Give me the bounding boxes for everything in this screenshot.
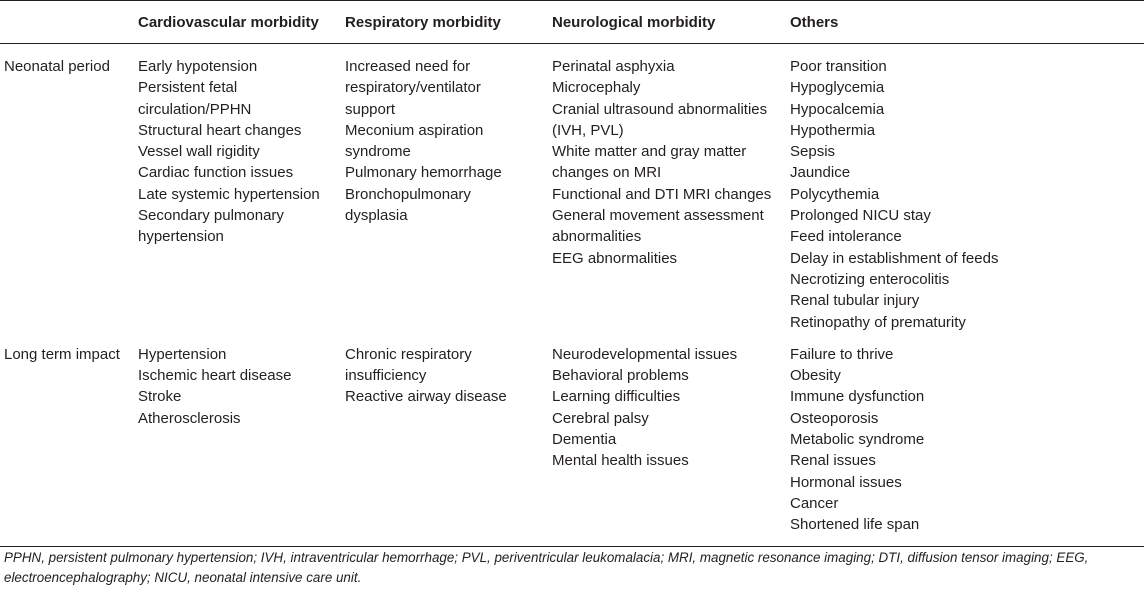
list-item: Hypertension [138,345,227,363]
list-item: Renal tubular injury [790,292,920,310]
list-item: Necrotizing enterocolitis [790,270,950,288]
list-item: Prolonged NICU stay [790,207,931,225]
list-item: Stroke [138,388,182,406]
cell-neonatal-neurological [552,44,790,340]
list-item: Shortened life span [790,516,920,534]
list-item: Functional and DTI MRI changes [552,185,772,203]
list-longterm-others [790,344,1144,536]
list-item: Learning difficulties [552,388,681,406]
list-item: Perinatal asphyxia [552,58,675,75]
list-item: circulation/PPHN [138,100,252,118]
list-item: Poor transition [790,58,887,75]
list-item: Jaundice [790,164,851,182]
list-item: Late systemic hypertension [138,185,320,203]
list-item: Obesity [790,367,841,385]
list-item: (IVH, PVL) [552,121,624,139]
table-row-long-term-impact [0,340,1144,546]
list-item: Feed intolerance [790,228,902,246]
list-item: Hypocalcemia [790,100,885,118]
list-item: Immune dysfunction [790,388,925,406]
table-header [0,1,1144,44]
row-label-neonatal-period: Neonatal period [4,58,110,75]
header-cell-empty [0,1,138,44]
list-item: Hypothermia [790,121,876,139]
header-respiratory: Respiratory morbidity [345,1,552,44]
header-cardiovascular: Cardiovascular morbidity [138,1,345,44]
list-item: Bronchopulmonary [345,185,471,203]
table-body [0,44,1144,547]
list-neonatal-neurological [552,56,790,269]
table-footnote: PPHN, persistent pulmonary hypertension; IVH, intraventricular hemorrhage; PVL, periventricular leukomalacia; MRI, magnetic resonance imaging; DTI, diffusion tensor imaging; EEG, electroencephalography; NICU, neonatal intensive care unit. [4,550,1089,585]
list-item: syndrome [345,143,411,161]
list-item: insufficiency [345,367,427,385]
list-item: Sepsis [790,143,836,161]
list-item: support [345,100,396,118]
list-item: Polycythemia [790,185,880,203]
list-item: Chronic respiratory [345,345,472,363]
list-longterm-neurological [552,344,790,472]
list-item: Failure to thrive [790,345,894,363]
list-item: White matter and gray matter [552,143,747,161]
list-item: Early hypotension [138,58,258,75]
list-item: Neurodevelopmental issues [552,345,738,363]
list-item: Retinopathy of prematurity [790,313,966,331]
cell-longterm-cardiovascular [138,340,345,546]
list-item: Metabolic syndrome [790,431,925,449]
list-item: Structural heart changes [138,121,302,139]
list-item: Hormonal issues [790,473,902,491]
list-item: Hypoglycemia [790,79,885,97]
list-item: Osteoporosis [790,409,879,427]
list-item: Cardiac function issues [138,164,294,182]
list-item: respiratory/ventilator [345,79,481,97]
list-item: Atherosclerosis [138,409,241,427]
header-row [0,1,1144,44]
cell-longterm-others [790,340,1144,546]
list-neonatal-others [790,56,1144,333]
cell-longterm-respiratory [345,340,552,546]
list-item: Microcephaly [552,79,641,97]
list-longterm-cardiovascular [138,344,345,429]
cell-neonatal-others [790,44,1144,340]
list-item: Vessel wall rigidity [138,143,260,161]
list-item: Dementia [552,431,617,449]
list-item: General movement assessment [552,207,764,225]
list-item: Secondary pulmonary [138,207,284,225]
header-others: Others [790,1,1144,44]
cell-neonatal-cardiovascular [138,44,345,340]
table-row-neonatal-period [0,44,1144,340]
list-item: Cancer [790,494,839,512]
list-neonatal-respiratory [345,56,552,226]
cell-neonatal-respiratory [345,44,552,340]
list-item: changes on MRI [552,164,662,182]
row-label-long-term-impact: Long term impact [0,340,138,546]
list-item: Increased need for [345,58,471,75]
list-item: Ischemic heart disease [138,367,292,385]
list-item: Cranial ultrasound abnormalities [552,100,768,118]
list-item: abnormalities [552,228,642,246]
list-item: Pulmonary hemorrhage [345,164,502,182]
list-item: dysplasia [345,207,408,225]
list-item: Behavioral problems [552,367,689,385]
list-longterm-respiratory [345,344,552,408]
list-item: Renal issues [790,452,876,470]
list-item: Mental health issues [552,452,689,470]
header-neurological: Neurological morbidity [552,1,790,44]
cell-longterm-neurological [552,340,790,546]
list-item: Meconium aspiration [345,121,484,139]
list-neonatal-cardiovascular [138,56,345,248]
list-item: EEG abnormalities [552,249,678,267]
list-item: Persistent fetal [138,79,238,97]
list-item: Delay in establishment of feeds [790,249,999,267]
list-item: Cerebral palsy [552,409,649,427]
list-item: Reactive airway disease [345,388,507,406]
list-item: hypertension [138,228,224,246]
